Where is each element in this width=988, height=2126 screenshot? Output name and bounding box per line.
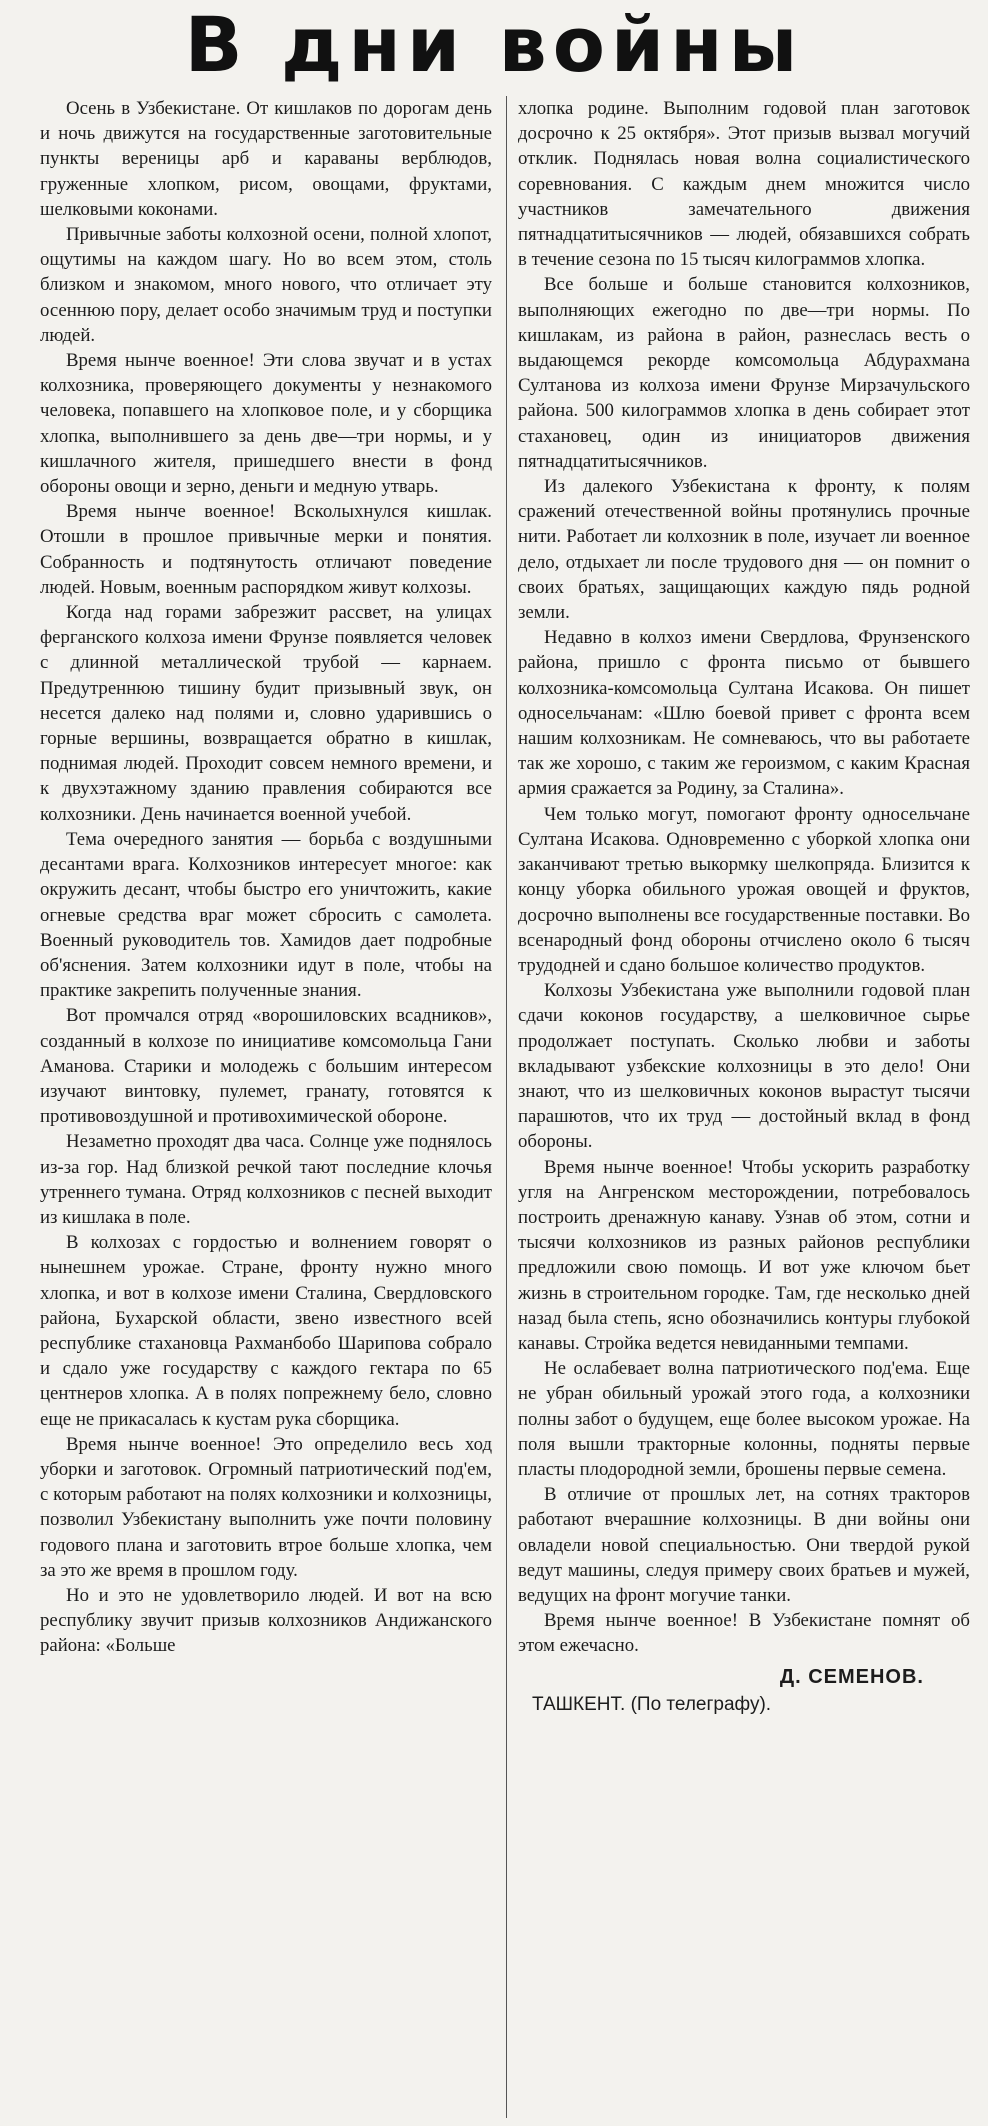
paragraph: Время нынче военное! В Узбекистане помнят об этом ежечасно. [518,1610,970,1657]
paragraph: хлопка родине. Выполним годовой план заготовок досрочно к 25 октября». Этот призыв вызвал могучий отклик. Поднялась новая волна социалистического соревнования. С каждым днем множится число участников замечательного движения пятнадцатитысячников — людей, обязавшихся собрать в течение сезона по 15 тысяч килограммов хлопка. [518,98,970,271]
paragraph: Не ослабевает волна патриотического под'ема. Еще не убран обильный урожай этого года, а колхозники полны забот о будущем, еще более высоком урожае. На поля вышли тракторные колонны, подняты первые пласты плодородной земли, брошены первые семена. [518,1358,970,1480]
paragraph: Когда над горами забрезжит рассвет, на улицах ферганского колхоза имени Фрунзе появляется человек с длинной металлической трубой — карнаем. Предутреннюю тишину будит призывный звук, он несется далеко над полями и, словно ударившись о горные вершины, возвращается обратно в кишлак, поднимая людей. Проходит совсем немного времени, и к двухэтажному зданию правления собираются все колхозники. День начинается военной учебой. [40,602,492,825]
article-headline: В дни войны [184,0,804,89]
right-column [518,96,970,2118]
paragraph: Недавно в колхоз имени Свердлова, Фрунзенского района, пришло с фронта письмо от бывшего колхозника-комсомольца Султана Исакова. Он пишет односельчанам: «Шлю боевой привет с фронта всем нашим колхозникам. Не сомневаюсь, что вы работаете так же хорошо, с таким же героизмом, с каким Красная армия сражается за Родину, за Сталина». [518,627,970,800]
paragraph: Чем только могут, помогают фронту односельчане Султана Исакова. Одновременно с уборкой хлопка они заканчивают третью выкормку шелкопряда. Близится к концу уборка обильного урожая овощей и фруктов, досрочно выполнены все государственные поставки. Во всенародный фонд обороны отчислено около 6 тысяч трудодней и сдано большое количество продуктов. [518,803,970,976]
paragraph: Незаметно проходят два часа. Солнце уже поднялось из-за гор. Над близкой речкой тают последние клочья утреннего тумана. Отряд колхозников с песней выходит из кишлака в поле. [40,1131,492,1228]
paragraph: Привычные заботы колхозной осени, полной хлопот, ощутимы на каждом шагу. Но во всем этом, столь близком и знакомом, много нового, что отличает эту осеннюю пору, делает особо значимым труд и поступки людей. [40,224,492,346]
paragraph: Время нынче военное! Эти слова звучат и в устах колхозника, проверяющего документы у незнакомого человека, попавшего на хлопковое поле, и у сборщика хлопка, выполнившего за день две—три нормы, и у кишлачного жителя, пришедшего внести в фонд обороны овощи и зерно, деньги и медную утварь. [40,350,492,498]
paragraph: Время нынче военное! Это определило весь ход уборки и заготовок. Огромный патриотический под'ем, с которым работают на полях колхозники и колхозницы, позволил Узбекистану выполнить уже почти половину годового плана и заготовить втрое больше хлопка, чем за это же время в прошлом году. [40,1433,492,1581]
paragraph: Тема очередного занятия — борьба с воздушными десантами врага. Колхозников интересует многое: как окружить десант, чтобы быстро его уничтожить, какие огневые средства враг может сбросить с самолета. Военный руководитель тов. Хамидов дает подробные об'яснения. Затем колхозники идут в поле, чтобы на практике закрепить полученные знания. [40,828,492,1002]
paragraph: В отличие от прошлых лет, на сотнях тракторов работают вчерашние колхозницы. В дни войны они овладели новой специальностью. Они твердой рукой ведут машины, следуя примеру своих братьев и мужей, ведущих на фронт могучие танки. [518,1484,970,1606]
dateline: ТАШКЕНТ. (По телеграфу). [532,1693,772,1715]
paragraph: Время нынче военное! Чтобы ускорить разработку угля на Ангренском месторождении, потребовалось построить дренажную канаву. Узнав об этом, сотни и тысячи колхозников из разных районов республики предложили свою помощь. И вот уже ключом бьет жизнь в строительном городке. Там, где несколько дней назад была степь, ясно обозначились контуры глубокой канавы. Стройка ведется невиданными темпами. [518,1156,970,1354]
left-column [40,96,492,2118]
column-divider [506,96,507,2118]
paragraph: Все больше и больше становится колхозников, выполняющих ежегодно по две—три нормы. По кишлакам, из района в район, разнеслась весть о выдающемся рекорде комсомольца Абдурахмана Султанова из колхоза имени Фрунзе Мирзачульского района. 500 килограммов хлопка в день собирает этот стахановец, один из инициаторов движения пятнадцатитысячников. [518,274,970,472]
paragraph: Колхозы Узбекистана уже выполнили годовой план сдачи коконов государству, а шелковичное сырье продолжает поступать. Сколько любви и заботы вкладывают узбекские колхозницы в это дело! Они знают, что из шелковичных коконов вырастут тысячи парашютов, что их труд — достойный вклад в фонд обороны. [518,980,970,1153]
article-body [40,96,978,2118]
paragraph: Но и это не удовлетворило людей. И вот на всю республику звучит призыв колхозников Андижанского района: «Больше [40,1584,492,1657]
paragraph: Осень в Узбекистане. От кишлаков по дорогам день и ночь движутся на государственные заготовительные пункты вереницы арб и караваны верблюдов, груженные хлопком, рисом, овощами, фруктами, шелковыми коконами. [40,98,492,220]
paragraph: Вот промчался отряд «ворошиловских всадников», созданный в колхозе по инициативе комсомольца Гани Аманова. Старики и молодежь с большим интересом изучают винтовку, пулемет, гранату, готовятся к противовоздушной и противохимической обороне. [40,1005,492,1128]
paragraph: Время нынче военное! Всколыхнулся кишлак. Отошли в прошлое привычные мерки и понятия. Собранность и подтянутость отличают поведение людей. Новым, военным распорядком живут колхозы. [40,501,492,598]
paragraph: В колхозах с гордостью и волнением говорят о нынешнем урожае. Стране, фронту нужно много хлопка, и вот в колхозе имени Сталина, Свердловского района, Бухарской области, звено известного всей республике стахановца Рахманбобо Шарипова собрало и сдало уже государству с каждого гектара по 65 центнеров хлопка. А в полях попрежнему бело, словно еще не прикасалась к кустам рука сборщика. [40,1232,492,1430]
author-signature: Д. СЕМЕНОВ. [779,1665,924,1688]
paragraph: Из далекого Узбекистана к фронту, к полям сражений отечественной войны протянулись прочные нити. Работает ли колхозник в поле, изучает ли военное дело, отдыхает ли после трудового дня — он помнит о своих братьях, защищающих каждую пядь родной земли. [518,476,970,624]
